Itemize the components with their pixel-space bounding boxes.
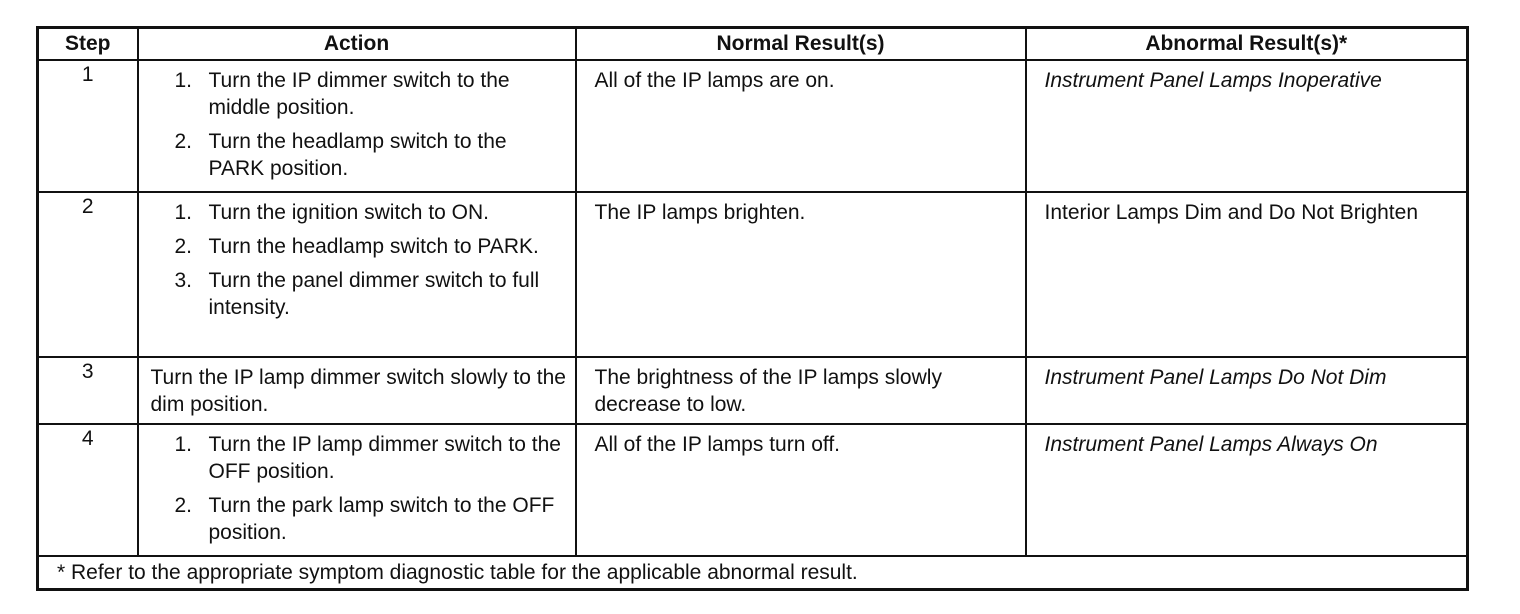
action-item-text: Turn the panel dimmer switch to full intensity. (208, 269, 540, 319)
action-item (151, 267, 567, 321)
table-row (38, 357, 1468, 424)
action-item-number: 1. (174, 433, 193, 456)
table-row (38, 60, 1468, 192)
action-item-text: Turn the ignition switch to ON. (208, 201, 490, 224)
header-normal-results: Normal Result(s) (576, 28, 1026, 61)
action-item-number: 3. (174, 269, 193, 292)
header-action: Action (138, 28, 576, 61)
action-item (151, 67, 567, 121)
header-step: Step (38, 28, 138, 61)
action-item (151, 128, 567, 182)
step-number: 1 (38, 60, 138, 192)
table-row (38, 424, 1468, 556)
diagnostic-table-wrapper (36, 26, 1466, 591)
abnormal-result: Instrument Panel Lamps Do Not Dim (1026, 357, 1468, 424)
action-item (151, 431, 567, 485)
step-number: 3 (38, 357, 138, 424)
action-item (151, 199, 567, 226)
table-row (38, 192, 1468, 357)
header-abnormal-results: Abnormal Result(s)* (1026, 28, 1468, 61)
action-cell (138, 60, 576, 192)
action-item-text: Turn the headlamp switch to the PARK position. (208, 130, 507, 180)
abnormal-result: Instrument Panel Lamps Inoperative (1026, 60, 1468, 192)
diagnostic-table (36, 26, 1469, 591)
step-number: 2 (38, 192, 138, 357)
action-item-number: 1. (174, 201, 193, 224)
action-item-text: Turn the headlamp switch to PARK. (208, 235, 539, 258)
action-item-number: 2. (174, 494, 193, 517)
action-cell (138, 192, 576, 357)
action-list (151, 431, 567, 546)
action-item (151, 233, 567, 260)
header-row (38, 28, 1468, 61)
abnormal-result: Interior Lamps Dim and Do Not Brighten (1026, 192, 1468, 357)
action-list (151, 67, 567, 182)
normal-result: All of the IP lamps are on. (576, 60, 1026, 192)
action-item (151, 492, 567, 546)
action-cell: Turn the IP lamp dimmer switch slowly to the dim position. (138, 357, 576, 424)
action-list (151, 199, 567, 321)
action-item-number: 2. (174, 130, 193, 153)
normal-result: The brightness of the IP lamps slowly decrease to low. (576, 357, 1026, 424)
action-item-number: 2. (174, 235, 193, 258)
step-number: 4 (38, 424, 138, 556)
abnormal-result: Instrument Panel Lamps Always On (1026, 424, 1468, 556)
action-item-number: 1. (174, 69, 193, 92)
action-item-text: Turn the IP dimmer switch to the middle position. (208, 69, 510, 119)
normal-result: All of the IP lamps turn off. (576, 424, 1026, 556)
normal-result: The IP lamps brighten. (576, 192, 1026, 357)
footnote: * Refer to the appropriate symptom diagnostic table for the applicable abnormal result. (38, 556, 1468, 590)
action-cell (138, 424, 576, 556)
footnote-row (38, 556, 1468, 590)
action-item-text: Turn the park lamp switch to the OFF position. (208, 494, 555, 544)
action-item-text: Turn the IP lamp dimmer switch to the OFF position. (208, 433, 561, 483)
